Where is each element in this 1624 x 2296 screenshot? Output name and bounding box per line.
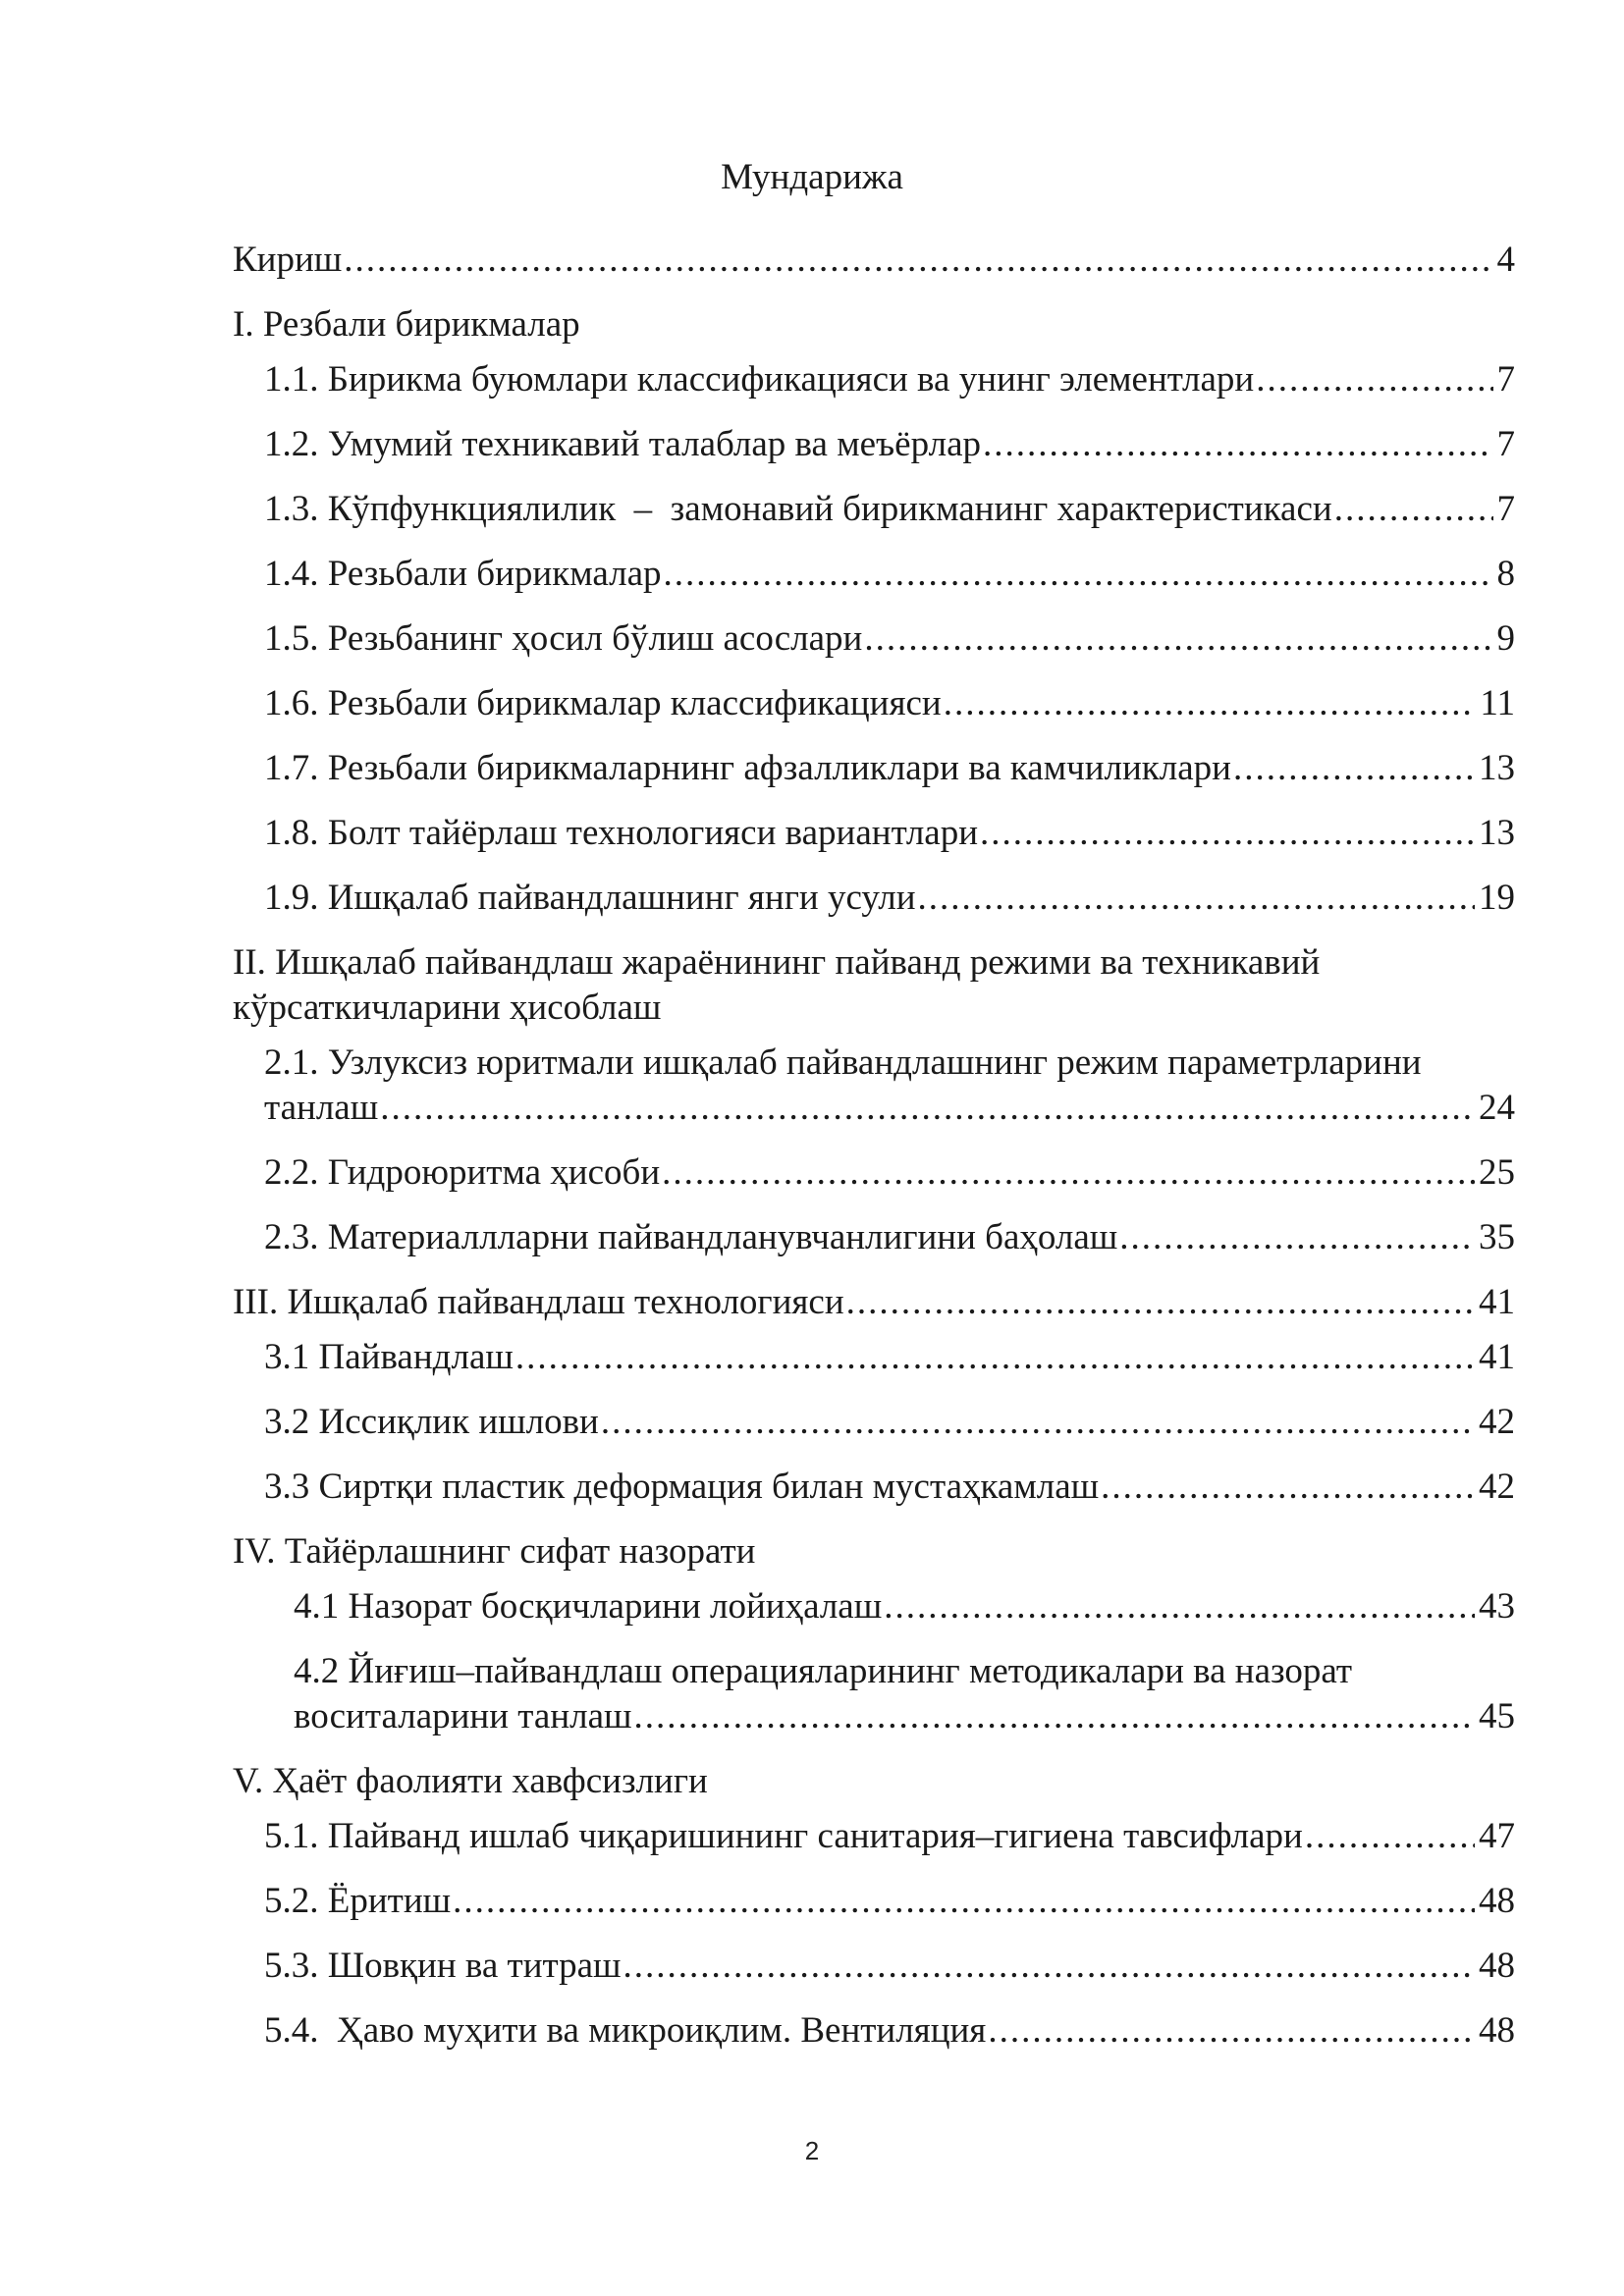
dot-leader: [944, 681, 1477, 726]
toc-entry[interactable]: [233, 1879, 1515, 1924]
toc-entry-label-line2: воситаларини танлаш: [294, 1696, 632, 1736]
toc-entry[interactable]: [233, 746, 1515, 791]
dot-leader: [864, 616, 1492, 662]
toc-entry-label: 1.8. Болт тайёрлаш технологияси вариантлари: [264, 813, 979, 853]
dot-leader: [1334, 487, 1493, 532]
page-number: 2: [804, 2136, 820, 2165]
dot-leader: [983, 422, 1493, 467]
toc-entry-label: 1.4. Резьбали бирикмалар: [264, 554, 662, 594]
dot-leader: [1305, 1814, 1475, 1859]
toc-entry-label: 1.6. Резьбали бирикмалар классификацияси: [264, 683, 942, 723]
toc-entry[interactable]: [233, 552, 1515, 597]
toc-entry-page: 42: [1479, 1467, 1515, 1507]
toc-entry[interactable]: [233, 1400, 1515, 1445]
dot-leader: [634, 1694, 1476, 1739]
toc-entry-page: 24: [1479, 1088, 1515, 1128]
toc-entry-page: 8: [1496, 554, 1515, 594]
toc-section-heading[interactable]: [233, 1529, 1515, 1575]
toc-entry-label: 5.1. Пайванд ишлаб чиқаришининг санитария–гигиена тавсифлари: [264, 1816, 1303, 1856]
toc-entry[interactable]: [233, 357, 1515, 402]
toc-entry-page: 41: [1479, 1282, 1515, 1322]
toc-entry-label: 1.9. Ишқалаб пайвандлашнинг янги усули: [264, 878, 916, 918]
toc-entry[interactable]: [233, 2008, 1515, 2054]
toc-entry-label: 5.3. Шовқин ва титраш: [264, 1946, 622, 1986]
toc-entry[interactable]: [233, 1280, 1515, 1325]
toc-section-label: I. Резбали бирикмалар: [233, 304, 580, 345]
toc-section-label: IV. Тайёрлашнинг сифат назорати: [233, 1531, 756, 1572]
toc-entry-page: 4: [1496, 240, 1515, 280]
toc-entry-label: 2.3. Материаллларни пайвандланувчанлигини баҳолаш: [264, 1217, 1118, 1257]
dot-leader: [980, 811, 1475, 856]
toc-title: Мундарижа: [721, 157, 903, 197]
dot-leader: [1119, 1215, 1475, 1260]
toc-entry-page: 43: [1479, 1586, 1515, 1627]
toc-entry[interactable]: [233, 811, 1515, 856]
dot-leader: [1233, 746, 1475, 791]
dot-leader: [1101, 1465, 1475, 1510]
toc-entry-label: 5.2. Ёритиш: [264, 1881, 452, 1921]
dot-leader: [453, 1879, 1475, 1924]
toc-entry-label-line1: 4.2 Йиғиш–пайвандлаш операцияларининг методикалари ва назорат: [294, 1651, 1353, 1691]
toc-entry-page: 11: [1480, 683, 1515, 723]
toc-entry[interactable]: [233, 238, 1515, 283]
dot-leader: [515, 1335, 1475, 1380]
toc-entry[interactable]: [233, 487, 1515, 532]
dot-leader: [623, 1944, 1475, 1989]
dot-leader: [918, 876, 1475, 921]
toc-entry-page: 48: [1479, 1881, 1515, 1921]
dot-leader: [664, 552, 1493, 597]
toc-entry-label: 1.7. Резьбали бирикмаларнинг афзалликлари ва камчиликлари: [264, 748, 1231, 788]
toc-entry-label: 1.3. Кўпфункциялилик – замонавий бирикманинг характеристикаси: [264, 489, 1332, 529]
toc-entry-label: Кириш: [233, 240, 343, 280]
toc-section-heading[interactable]: [233, 1759, 1515, 1804]
toc-entry-label: 5.4. Ҳаво муҳити ва микроиқлим. Вентиляция: [264, 2010, 987, 2051]
toc-entry-page: 42: [1479, 1402, 1515, 1442]
toc-entry[interactable]: [233, 1150, 1515, 1196]
toc-entry[interactable]: [233, 1465, 1515, 1510]
toc-entry-page: 9: [1496, 618, 1515, 659]
toc-section-label-line1: II. Ишқалаб пайвандлаш жараёнининг пайванд режими ва техникавий: [233, 942, 1321, 983]
toc-entry[interactable]: [233, 1649, 1515, 1739]
toc-section-label-line2: кўрсаткичларини ҳисоблаш: [233, 988, 662, 1028]
toc-entry-page: 13: [1479, 748, 1515, 788]
dot-leader: [662, 1150, 1475, 1196]
toc-entry-page: 7: [1496, 359, 1515, 400]
toc-entry-page: 7: [1496, 424, 1515, 464]
toc-entry[interactable]: [233, 1215, 1515, 1260]
toc-entry[interactable]: [233, 1814, 1515, 1859]
toc-entry[interactable]: [233, 876, 1515, 921]
dot-leader: [884, 1584, 1475, 1629]
toc-entry-label: 1.5. Резьбанинг ҳосил бўлиш асослари: [264, 618, 863, 659]
toc-entry-page: 48: [1479, 1946, 1515, 1986]
toc-entry-page: 48: [1479, 2010, 1515, 2051]
dot-leader: [380, 1086, 1475, 1131]
toc-entry-label: 3.3 Сиртқи пластик деформация билан мустаҳкамлаш: [264, 1467, 1100, 1507]
toc-entry[interactable]: [233, 616, 1515, 662]
toc-entry-label: 3.2 Иссиқлик ишлови: [264, 1402, 599, 1442]
dot-leader: [846, 1280, 1475, 1325]
toc-entry-label: 1.2. Умумий техникавий талаблар ва меъёрлар: [264, 424, 981, 464]
toc-entry[interactable]: [233, 1944, 1515, 1989]
toc-entry-page: 19: [1479, 878, 1515, 918]
dot-leader: [601, 1400, 1475, 1445]
toc-section-heading[interactable]: [233, 302, 1515, 347]
table-of-contents: [233, 238, 1515, 2073]
toc-entry[interactable]: [233, 422, 1515, 467]
toc-section-label: III. Ишқалаб пайвандлаш технологияси: [233, 1282, 844, 1322]
dot-leader: [344, 238, 1492, 283]
toc-entry-page: 35: [1479, 1217, 1515, 1257]
toc-entry-label-line2: танлаш: [264, 1088, 379, 1128]
toc-entry-page: 7: [1496, 489, 1515, 529]
toc-entry[interactable]: [233, 681, 1515, 726]
toc-entry-page: 41: [1479, 1337, 1515, 1377]
toc-section-label: V. Ҳаёт фаолияти хавфсизлиги: [233, 1761, 708, 1801]
toc-entry[interactable]: [233, 1041, 1515, 1131]
toc-entry-label: 1.1. Бирикма буюмлари классификацияси ва унинг элементлари: [264, 359, 1255, 400]
dot-leader: [1256, 357, 1492, 402]
toc-entry-label: 4.1 Назорат босқичларини лойиҳалаш: [294, 1586, 883, 1627]
toc-entry-label-line1: 2.1. Узлуксиз юритмали ишқалаб пайвандлашнинг режим параметрларини: [264, 1042, 1422, 1083]
toc-entry-page: 25: [1479, 1152, 1515, 1193]
dot-leader: [988, 2008, 1475, 2054]
toc-entry-label: 2.2. Гидроюритма ҳисоби: [264, 1152, 661, 1193]
toc-entry-label: 3.1 Пайвандлаш: [264, 1337, 514, 1377]
toc-section-heading[interactable]: [233, 940, 1515, 1031]
toc-entry-page: 13: [1479, 813, 1515, 853]
toc-entry[interactable]: [233, 1335, 1515, 1380]
toc-entry-page: 47: [1479, 1816, 1515, 1856]
toc-entry-page: 45: [1479, 1696, 1515, 1736]
toc-entry[interactable]: [233, 1584, 1515, 1629]
